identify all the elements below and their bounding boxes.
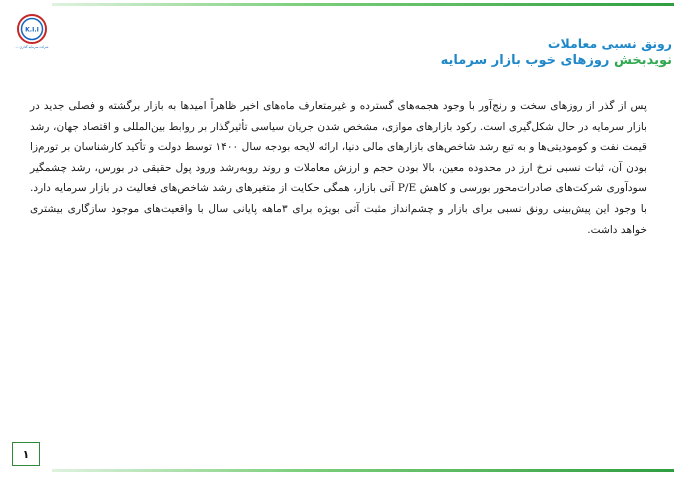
- logo-caption: شرکت سرمایه گذاری ...: [15, 45, 49, 49]
- title-highlight: نویدبخش: [613, 53, 672, 68]
- page-number-label: ۱: [22, 447, 30, 461]
- title-line-2: [312, 52, 672, 69]
- company-logo-icon: [13, 12, 51, 50]
- bottom-divider: [52, 469, 674, 472]
- top-divider: [52, 3, 674, 6]
- logo-mark: K.I.I: [25, 26, 39, 34]
- page-number: [12, 442, 40, 466]
- body-paragraph: پس از گذر از روزهای سخت و رنج‌آور با وجود هجمه‌های گسترده و غیرمتعارف ماه‌های اخیر ظاهراً امیدها به بازار برگشته و فصلی جدید در بازار سرمایه در حال شکل‌گیری است. رکود بازارهای موازی، مشخص شدن جریان سیاسی تأثیرگذار بر روابط بین‌المللی و اقتصاد جهان، رشد قیمت نفت و کومودیتی‌ها و به تبع رشد شاخص‌های بازارهای مالی دنیا، ارائه لایحه بودجه سال ۱۴۰۰ توسط دولت و تأکید کارشناسان بر تورم‌زا بودن آن، ثبات نسبی نرخ ارز در محدوده معین، بالا بودن حجم و ارزش معاملات و روند روبه‌رشد ورود پول حقیقی در بورس، رشد چشمگیر سودآوری شرکت‌های صادرات‌محور بورسی و کاهش P/E آتی بازار، همگی حکایت از متغیرهای رشد شاخص‌های فعالیت در بازار سرمایه دارد. با وجود این پیش‌بینی رونق نسبی برای بازار و چشم‌انداز مثبت آتی بویژه برای ۳ماهه پایانی سال با واقعیت‌های موجود سازگاری بیشتری خواهد داشت.: [30, 100, 647, 236]
- title-line-1: رونق نسبی معاملات: [547, 36, 672, 51]
- title-subject: روزهای خوب بازار سرمایه: [440, 53, 610, 68]
- page-title: [312, 36, 672, 69]
